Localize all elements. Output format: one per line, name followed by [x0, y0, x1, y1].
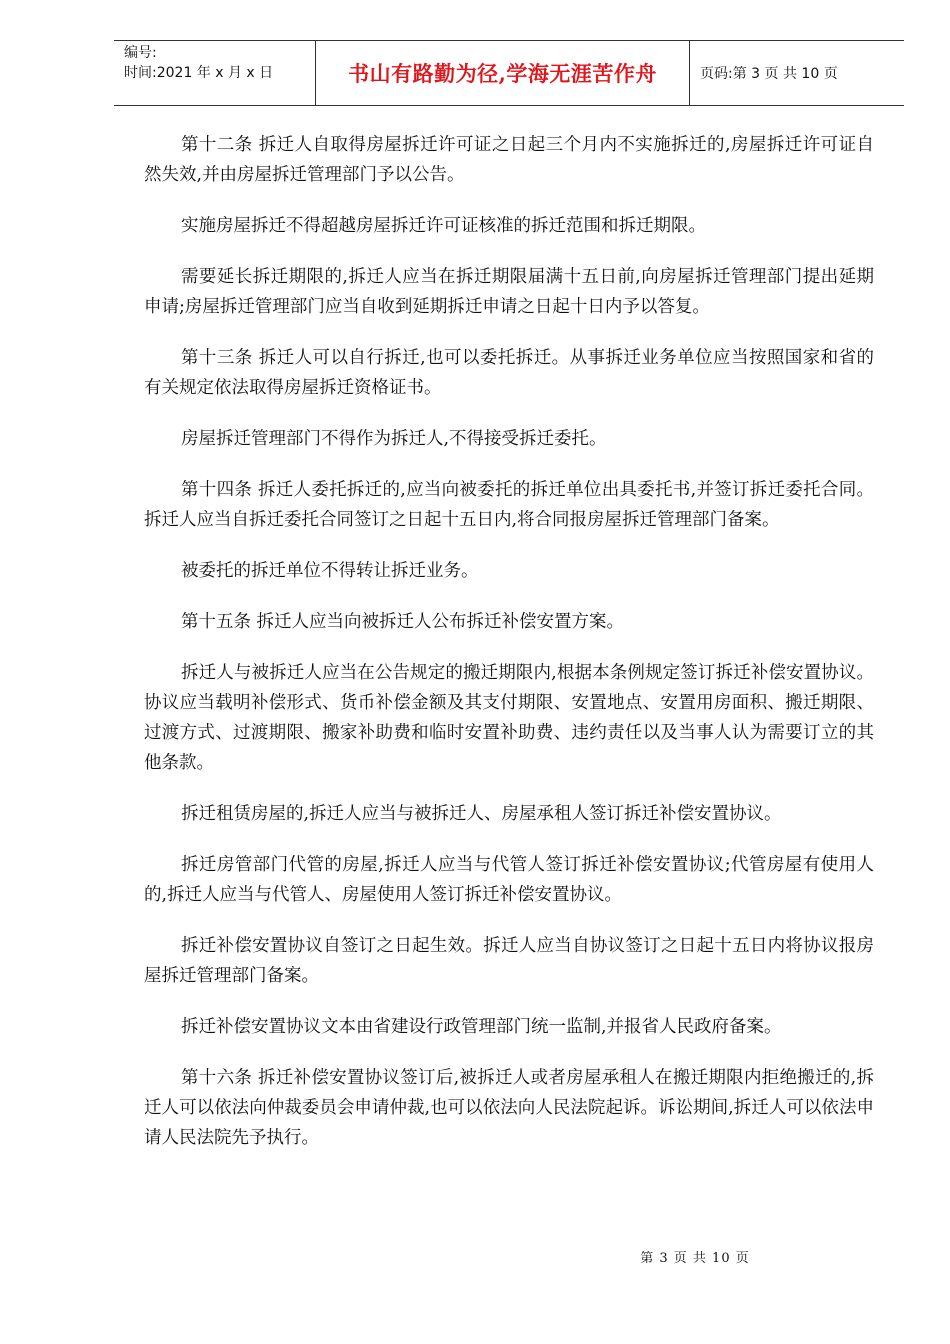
paragraph: 拆迁补偿安置协议自签订之日起生效。拆迁人应当自协议签订之日起十五日内将协议报房屋拆迁管理部门备案。	[144, 936, 874, 986]
paragraph: 拆迁补偿安置协议文本由省建设行政管理部门统一监制,并报省人民政府备案。	[181, 1017, 782, 1037]
page-footer	[620, 1247, 770, 1266]
paragraph: 第十六条 拆迁补偿安置协议签订后,被拆迁人或者房屋承租人在搬迁期限内拒绝搬迁的,拆迁人可以依法向仲裁委员会申请仲裁,也可以依法向人民法院起诉。诉讼期间,拆迁人可以依法申请人民法院先予执行。	[144, 1068, 874, 1148]
document-header	[114, 40, 904, 106]
paragraph: 实施房屋拆迁不得超越房屋拆迁许可证核准的拆迁范围和拆迁期限。	[181, 216, 706, 236]
document-time: 时间:2021 年 x 月 x 日	[124, 65, 274, 81]
paragraph: 第十四条 拆迁人委托拆迁的,应当向被委托的拆迁单位出具委托书,并签订拆迁委托合同。拆迁人应当自拆迁委托合同签订之日起十五日内,将合同报房屋拆迁管理部门备案。	[144, 480, 874, 530]
paragraph: 拆迁房管部门代管的房屋,拆迁人应当与代管人签订拆迁补偿安置协议;代管房屋有使用人的,拆迁人应当与代管人、房屋使用人签订拆迁补偿安置协议。	[144, 855, 874, 905]
header-page-cell	[690, 41, 904, 105]
header-page-info: 页码:第 3 页 共 10 页	[700, 66, 838, 82]
paragraph: 被委托的拆迁单位不得转让拆迁业务。	[181, 561, 479, 581]
paragraph: 房屋拆迁管理部门不得作为拆迁人,不得接受拆迁委托。	[181, 429, 607, 449]
paragraph: 第十五条 拆迁人应当向被拆迁人公布拆迁补偿安置方案。	[181, 612, 625, 632]
header-meta-cell	[114, 41, 316, 105]
document-code-label: 编号:	[124, 45, 157, 61]
header-motto-cell	[316, 41, 690, 105]
paragraph: 第十三条 拆迁人可以自行拆迁,也可以委托拆迁。从事拆迁业务单位应当按照国家和省的有关规定依法取得房屋拆迁资格证书。	[144, 348, 874, 398]
footer-page-number: 第 3 页 共 10 页	[640, 1251, 750, 1266]
paragraph: 拆迁人与被拆迁人应当在公告规定的搬迁期限内,根据本条例规定签订拆迁补偿安置协议。协议应当载明补偿形式、货币补偿金额及其支付期限、安置地点、安置用房面积、搬迁期限、过渡方式、过渡期限、搬家补助费和临时安置补助费、违约责任以及当事人认为需要订立的其他条款。	[144, 663, 874, 773]
paragraph: 需要延长拆迁期限的,拆迁人应当在拆迁期限届满十五日前,向房屋拆迁管理部门提出延期申请;房屋拆迁管理部门应当自收到延期拆迁申请之日起十日内予以答复。	[144, 267, 874, 317]
paragraph: 拆迁租赁房屋的,拆迁人应当与被拆迁人、房屋承租人签订拆迁补偿安置协议。	[181, 804, 782, 824]
document-body	[144, 130, 874, 1174]
paragraph: 第十二条 拆迁人自取得房屋拆迁许可证之日起三个月内不实施拆迁的,房屋拆迁许可证自然失效,并由房屋拆迁管理部门予以公告。	[144, 135, 874, 185]
header-motto: 书山有路勤为径,学海无涯苦作舟	[348, 61, 657, 86]
